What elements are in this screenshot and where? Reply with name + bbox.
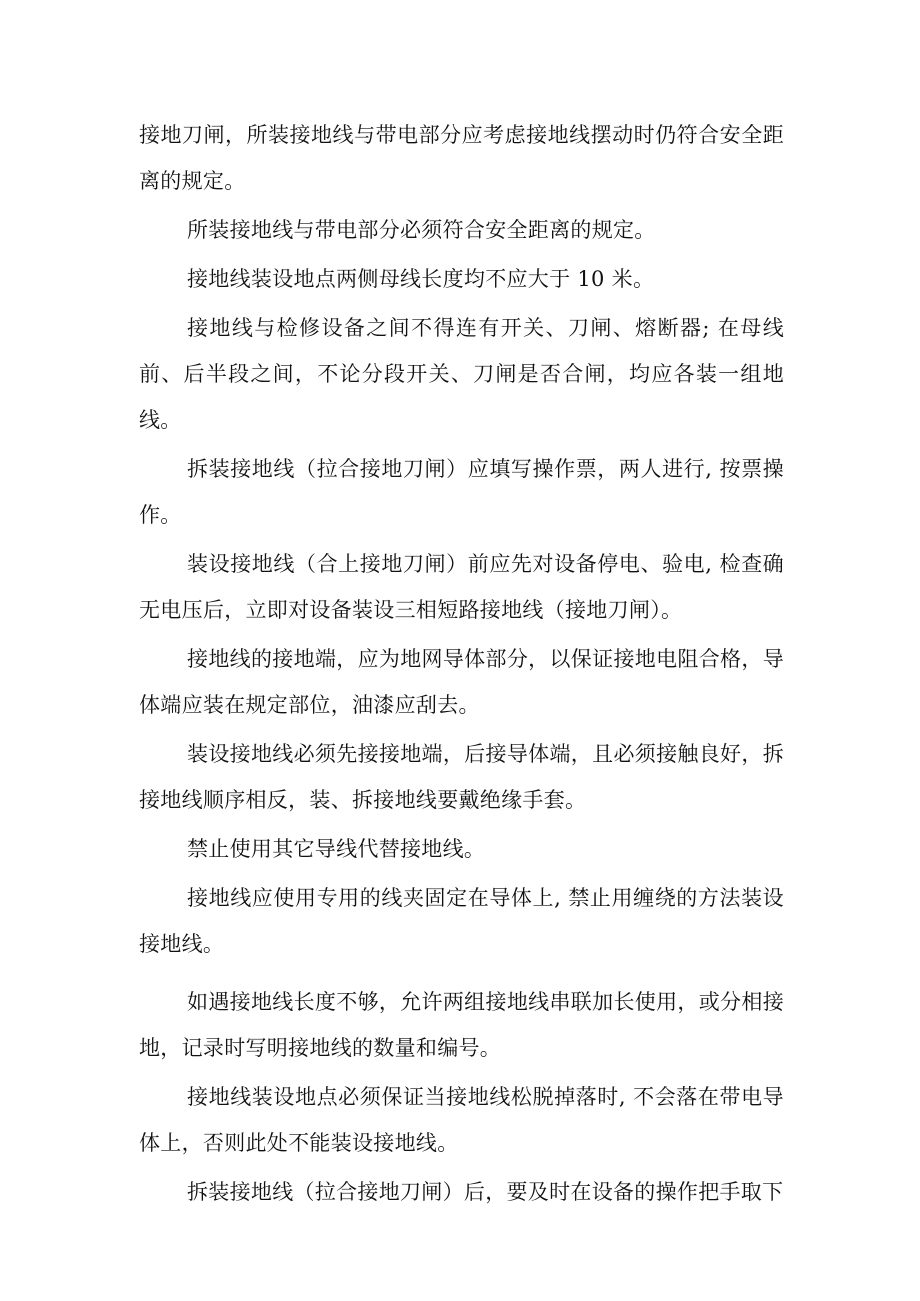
paragraph-truncated: 拆装接地线（拉合接地刀闸）后，要及时在设备的操作把手取下 xyxy=(187,1180,784,1204)
document-body xyxy=(139,112,784,1218)
paragraph: 接地线装设地点必须保证当接地线松脱掉落时, 不会落在带电导体上，否则此处不能装设接地线。 xyxy=(139,1085,784,1155)
paragraph: 所装接地线与带电部分必须符合安全距离的规定。 xyxy=(187,218,656,242)
paragraph: 接地线与检修设备之间不得连有开关、刀闸、熔断器; 在母线前、后半段之间，不论分段开关、刀闸是否合闸，均应各装一组地线。 xyxy=(139,316,784,432)
paragraph: 接地线装设地点两侧母线长度均不应大于 10 米。 xyxy=(187,267,655,291)
paragraph: 如遇接地线长度不够，允许两组接地线串联加长使用，或分相接地，记录时写明接地线的数量和编号。 xyxy=(139,990,784,1060)
paragraph: 装设接地线必须先接接地端，后接导体端，且必须接触良好，拆接地线顺序相反，装、拆接地线要戴绝缘手套。 xyxy=(139,742,784,812)
paragraph: 装设接地线（合上接地刀闸）前应先对设备停电、验电, 检查确无电压后，立即对设备装设三相短路接地线（接地刀闸）。 xyxy=(139,552,784,622)
paragraph: 禁止使用其它导线代替接地线。 xyxy=(187,837,486,861)
paragraph-continued: 接地刀闸，所装接地线与带电部分应考虑接地线摆动时仍符合安全距离的规定。 xyxy=(139,123,784,193)
paragraph: 接地线应使用专用的线夹固定在导体上, 禁止用缠绕的方法装设接地线。 xyxy=(139,886,784,956)
paragraph: 接地线的接地端，应为地网导体部分，以保证接地电阻合格，导体端应装在规定部位，油漆应刮去。 xyxy=(139,647,784,717)
paragraph: 拆装接地线（拉合接地刀闸）应填写操作票，两人进行, 按票操作。 xyxy=(139,457,784,527)
